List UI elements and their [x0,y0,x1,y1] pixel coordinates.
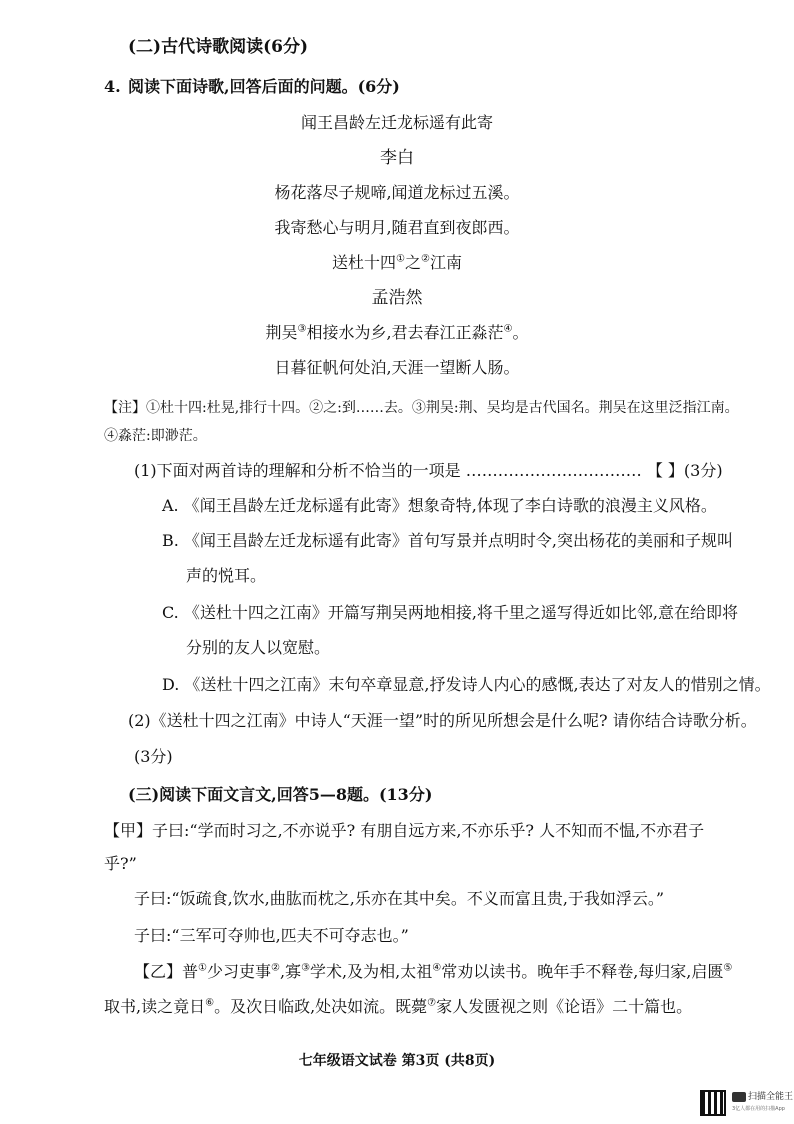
poem-2-line-1-part-b: 相接水为乡,君去春江正淼茫 [306,323,504,342]
passage-jia-line-4: 子曰:“三军可夺帅也,匹夫不可夺志也。” [134,926,409,945]
question-4-prompt: 阅读下面诗歌,回答后面的问题。(6分) [128,77,400,96]
poem-2-line-1 [0,322,794,344]
question-4-2-line-2: (3分) [134,747,173,766]
yi-marker-2: ② [271,962,280,974]
yi-text-2b: 。及次日临政,处决如流。既薨 [214,997,428,1016]
scanner-brand: 扫描全能王 [748,1092,794,1102]
poem-2-title-part-b: 之 [404,253,421,272]
option-d: D. 《送杜十四之江南》末句卒章显意,抒发诗人内心的感慨,表达了对友人的惜别之情。 [162,675,771,694]
yi-text-1e: 常劝以读书。晚年手不释卷,每归家,启匮 [441,962,724,981]
yi-text-1b: 少习吏事 [206,962,271,981]
note-marker-2: ② [421,253,430,265]
yi-marker-5: ⑤ [723,962,733,974]
poem-2-title-part-c: 江南 [429,253,462,272]
scanner-watermark [732,1090,792,1116]
passage-yi-line-2 [104,996,692,1018]
qr-code-icon [700,1090,726,1116]
question-4-1-stem: (1)下面对两首诗的理解和分析不恰当的一项是 …………………………… 【 】(3分) [134,461,723,480]
option-c-line-1: C. 《送杜十四之江南》开篇写荆吴两地相接,将千里之遥写得近如比邻,意在给即将 [162,603,739,622]
yi-marker-6: ⑥ [205,997,215,1009]
yi-marker-1: ① [198,962,207,974]
note-marker-4: ④ [503,323,513,335]
poem-1-title: 闻王昌龄左迁龙标遥有此寄 [300,113,493,132]
option-b-line-2: 声的悦耳。 [186,566,267,585]
section-2-title: (二)古代诗歌阅读(6分) [128,37,309,57]
poem-2-line-1-part-a: 荆吴 [265,323,298,342]
poem-2-line-1-part-c: 。 [512,323,529,342]
poem-2-title [0,252,794,274]
scanner-slogan: 3亿人都在用的扫描App [732,1106,785,1112]
question-4-number: 4. [104,77,121,96]
poem-1-line-2: 我寄愁心与明月,随君直到夜郎西。 [274,218,520,237]
option-a: A. 《闻王昌龄左迁龙标遥有此寄》想象奇特,体现了李白诗歌的浪漫主义风格。 [162,496,717,515]
poem-2-title-part-a: 送杜十四 [332,253,397,272]
yi-text-1d: 学术,及为相,太祖 [310,962,433,981]
yi-text-2c: 家人发匮视之则《论语》二十篇也。 [436,997,693,1016]
yi-text-1a: 【乙】普 [134,962,199,981]
section-3-title: (三)阅读下面文言文,回答5—8题。(13分) [128,785,433,804]
notes-line-1: 【注】①杜十四:杜晃,排行十四。②之:到……去。③荆吴:荆、吴均是古代国名。荆吴在这里泛指江南。 [104,400,739,416]
yi-marker-4: ④ [432,962,442,974]
question-4-2-line-1: (2)《送杜十四之江南》中诗人“天涯一望”时的所见所想会是什么呢? 请你结合诗歌分析。 [128,711,757,730]
note-marker-1: ① [396,253,405,265]
poem-1-line-1: 杨花落尽子规啼,闻道龙标过五溪。 [274,183,520,202]
passage-yi-line-1 [134,961,732,983]
note-marker-3: ③ [297,323,307,335]
passage-jia-line-3: 子曰:“饭疏食,饮水,曲肱而枕之,乐亦在其中矣。不义而富且贵,于我如浮云。” [134,889,665,908]
poem-2-author: 孟浩然 [371,288,423,308]
yi-text-2a: 取书,读之竟日 [104,997,206,1016]
yi-text-1c: ,寡 [279,962,302,981]
passage-jia-line-2: 乎?” [104,854,137,873]
poem-2-line-2: 日暮征帆何处泊,天涯一望断人肠。 [274,358,520,377]
poem-1-author: 李白 [380,148,414,168]
yi-marker-3: ③ [301,962,311,974]
scanner-logo-icon [732,1092,746,1102]
page-footer: 七年级语文试卷 第3页 (共8页) [298,1053,496,1069]
passage-jia-line-1: 【甲】子曰:“学而时习之,不亦说乎? 有朋自远方来,不亦乐乎? 人不知而不愠,不亦君子 [104,821,705,840]
notes-line-2: ④淼茫:即渺茫。 [104,428,207,444]
option-b-line-1: B. 《闻王昌龄左迁龙标遥有此寄》首句写景并点明时令,突出杨花的美丽和子规叫 [162,531,734,550]
yi-marker-7: ⑦ [427,997,437,1009]
option-c-line-2: 分别的友人以宽慰。 [186,638,331,657]
